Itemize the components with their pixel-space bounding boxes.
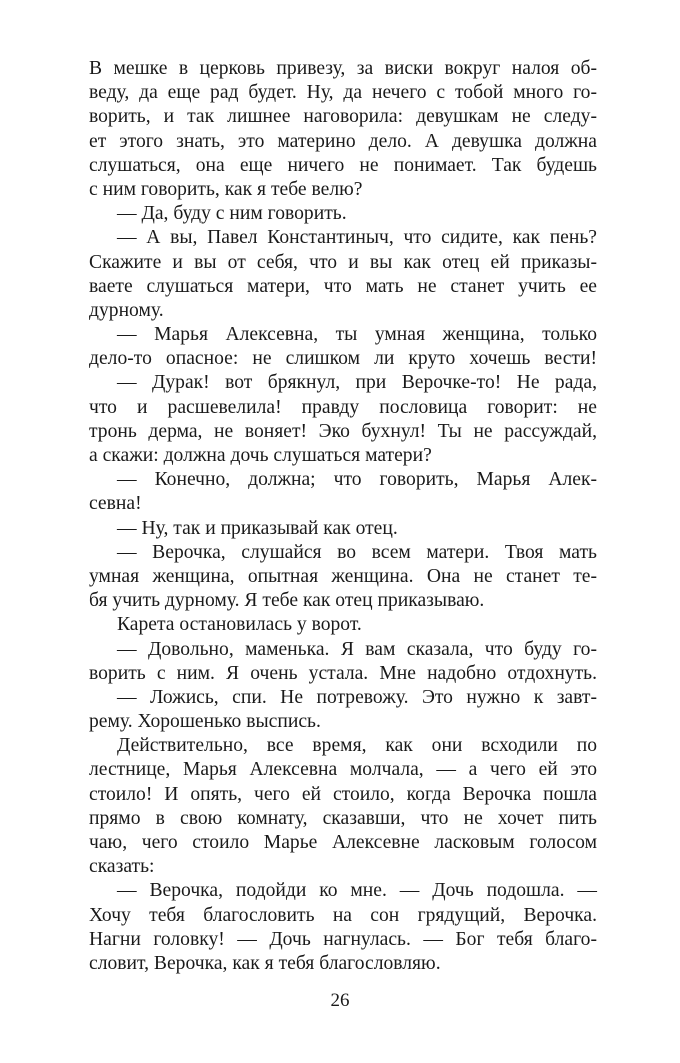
text-line: дело-то опасное: не слишком ли круто хочешь вести! [89,348,597,370]
text-line: ет этого знать, это материно дело. А девушка должна [89,130,597,152]
text-line: с ним говорить, как я тебе велю? [89,178,363,200]
text-line: сказать: [89,856,155,878]
text-line: Действительно, все время, как они всходили по [117,735,597,757]
text-line: стоило! И опять, чего ей стоило, когда Верочка пошла [89,783,597,805]
text-line: веду, да еще рад будет. Ну, да нечего с тобой много го- [89,82,597,104]
text-line: бя учить дурному. Я тебе как отец приказываю. [89,590,485,612]
page-number: 26 [330,990,350,1011]
text-line: лестнице, Марья Алексевна молчала, — а чего ей это [89,759,597,781]
text-line: — Верочка, подойди ко мне. — Дочь подошла. — [117,880,597,902]
text-line: — Да, буду с ним говорить. [117,203,347,225]
text-line: словит, Верочка, как я тебя благословляю. [89,952,441,974]
text-line: — Довольно, маменька. Я вам сказала, что буду го- [117,638,597,660]
text-line: севна! [89,493,142,515]
text-line: прямо в свою комнату, сказавши, что не хочет пить [89,807,597,829]
text-line: — Дурак! вот брякнул, при Верочке-то! Не рада, [117,372,597,394]
text-line: чаю, чего стоило Марье Алексевне ласковым голосом [89,832,597,853]
text-line: — Верочка, слушайся во всем матери. Твоя мать [117,541,597,563]
text-line: Скажите и вы от себя, что и вы как отец ей приказы- [89,251,597,273]
text-line: — А вы, Павел Константиныч, что сидите, как пень? [117,227,597,249]
text-line: В мешке в церковь привезу, за виски вокруг налоя об- [89,58,597,79]
text-line: слушаться, она еще ничего не понимает. Так будешь [89,154,597,176]
text-line: Карета остановилась у ворот. [117,614,362,636]
text-line: — Ну, так и приказывай как отец. [117,517,398,539]
text-line: а скажи: должна дочь слушаться матери? [89,445,432,466]
text-line: рему. Хорошенько выспись. [89,711,321,733]
text-line: дурному. [89,299,164,321]
text-line: ворить, и так лишнее наговорила: девушкам не следу- [89,106,597,128]
text-line: — Ложись, спи. Не потревожу. Это нужно к завт- [117,686,597,708]
text-line: тронь дерма, не воняет! Эко бухнул! Ты не рассуждай, [89,420,597,442]
text-line: Хочу тебя благословить на сон грядущий, Верочка. [89,904,597,926]
text-line: умная женщина, опытная женщина. Она не станет те- [89,565,597,587]
text-line: ворить с ним. Я очень устала. Мне надобно отдохнуть. [89,662,597,684]
text-line: — Конечно, должна; что говорить, Марья Алек- [117,469,597,491]
text-line: — Марья Алексевна, ты умная женщина, только [117,324,597,346]
page-body [89,57,597,976]
text-line: что и расшевелила! правду пословица говорит: не [89,396,597,418]
text-line: Нагни головку! — Дочь нагнулась. — Бог тебя благо- [89,928,597,950]
text-line: ваете слушаться матери, что мать не станет учить ее [89,275,597,297]
